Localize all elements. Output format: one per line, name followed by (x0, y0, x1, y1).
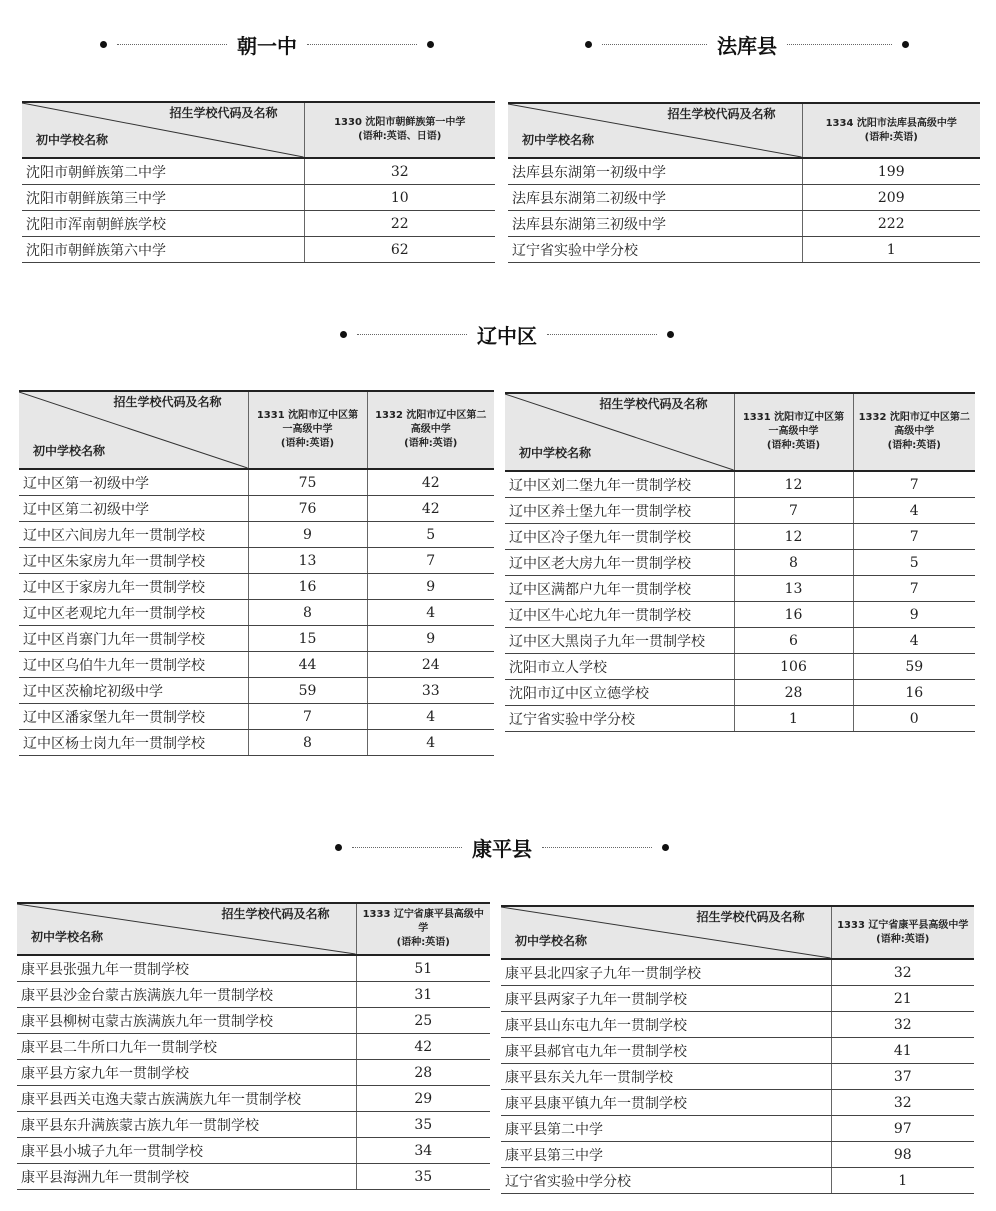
table-header-row (505, 393, 975, 471)
table-row (505, 576, 975, 602)
table-row (17, 1008, 490, 1034)
school-name-cell: 辽中区茨榆坨初级中学 (19, 678, 248, 704)
section-title-text: 康平县 (472, 837, 532, 861)
header-left-label: 初中学校名称 (33, 444, 106, 458)
table-row (501, 986, 974, 1012)
header-corner-cell (508, 103, 802, 158)
table-row (505, 524, 975, 550)
bullet-dot-icon (427, 41, 434, 48)
column-code-name: 1333 辽宁省康平县高级中学 (837, 919, 969, 931)
bullet-dot-icon (902, 41, 909, 48)
school-name-cell: 辽中区老大房九年一贯制学校 (505, 550, 734, 576)
table-row (19, 704, 494, 730)
table-faku (508, 102, 980, 263)
school-name-cell: 康平县方家九年一贯制学校 (17, 1060, 356, 1086)
school-name-cell: 康平县山东屯九年一贯制学校 (501, 1012, 831, 1038)
quota-value-cell: 42 (367, 496, 494, 522)
header-top-label: 招生学校代码及名称 (221, 907, 330, 921)
column-language: (语种:英语) (404, 438, 458, 449)
school-name-cell: 辽中区牛心坨九年一贯制学校 (505, 602, 734, 628)
table-row (501, 1064, 974, 1090)
column-code-name: 1333 辽宁省康平县高级中学 (362, 909, 484, 934)
table-row (17, 982, 490, 1008)
table-row (505, 471, 975, 498)
school-name-cell: 康平县两家子九年一贯制学校 (501, 986, 831, 1012)
header-left-label: 初中学校名称 (31, 930, 104, 944)
section-title-text: 辽中区 (477, 324, 537, 348)
school-name-cell: 康平县第二中学 (501, 1116, 831, 1142)
quota-value-cell: 59 (853, 654, 975, 680)
header-corner-cell (501, 906, 831, 959)
table-header-row (22, 102, 495, 158)
school-name-cell: 康平县小城子九年一贯制学校 (17, 1138, 356, 1164)
header-corner-cell (17, 903, 356, 955)
table-row (22, 185, 495, 211)
table-row (22, 237, 495, 263)
bullet-dot-icon (340, 331, 347, 338)
school-name-cell: 法库县东湖第一初级中学 (508, 158, 802, 185)
quota-value-cell: 98 (831, 1142, 974, 1168)
school-name-cell: 康平县西关屯逸夫蒙古族满族九年一贯制学校 (17, 1086, 356, 1112)
quota-value-cell: 76 (248, 496, 367, 522)
quota-value-cell: 62 (304, 237, 495, 263)
section-title-liaozhong (340, 320, 674, 349)
quota-value-cell: 75 (248, 469, 367, 496)
column-header (831, 906, 974, 959)
column-language: (语种:英语) (280, 438, 335, 449)
quota-value-cell: 21 (831, 986, 974, 1012)
quota-value-cell: 32 (831, 1090, 974, 1116)
quota-value-cell: 7 (853, 524, 975, 550)
header-top-label: 招生学校代码及名称 (667, 107, 776, 121)
table-row (19, 574, 494, 600)
quota-value-cell: 199 (802, 158, 980, 185)
table-row (19, 678, 494, 704)
table-row (501, 1090, 974, 1116)
quota-value-cell: 25 (356, 1008, 490, 1034)
quota-value-cell: 7 (853, 471, 975, 498)
column-header (853, 393, 975, 471)
table-row (508, 158, 980, 185)
quota-value-cell: 1 (831, 1168, 974, 1194)
quota-value-cell: 9 (853, 602, 975, 628)
bullet-dot-icon (335, 844, 342, 851)
quota-value-cell: 106 (734, 654, 853, 680)
quota-value-cell: 34 (356, 1138, 490, 1164)
table-chaoyizhong (22, 101, 495, 263)
header-top-label: 招生学校代码及名称 (113, 395, 222, 409)
quota-value-cell: 42 (367, 469, 494, 496)
header-corner-cell (505, 393, 734, 471)
school-name-cell: 康平县东升满族蒙古族九年一贯制学校 (17, 1112, 356, 1138)
quota-value-cell: 12 (734, 524, 853, 550)
table-row (505, 628, 975, 654)
quota-value-cell: 9 (248, 522, 367, 548)
table-row (508, 237, 980, 263)
table-row (22, 158, 495, 185)
school-name-cell: 沈阳市朝鲜族第三中学 (22, 185, 304, 211)
table-row (505, 654, 975, 680)
quota-value-cell: 16 (248, 574, 367, 600)
header-corner-cell (19, 391, 248, 469)
school-name-cell: 沈阳市立人学校 (505, 654, 734, 680)
school-name-cell: 康平县北四家子九年一贯制学校 (501, 959, 831, 986)
quota-value-cell: 7 (853, 576, 975, 602)
quota-value-cell: 1 (802, 237, 980, 263)
table-row (501, 1038, 974, 1064)
bullet-dot-icon (100, 41, 107, 48)
quota-value-cell: 7 (248, 704, 367, 730)
section-title-kangping (335, 833, 669, 862)
column-code-name: 1334 沈阳市法库县高级中学 (825, 117, 957, 129)
school-name-cell: 辽中区满都户九年一贯制学校 (505, 576, 734, 602)
table-row (17, 1164, 490, 1190)
quota-value-cell: 29 (356, 1086, 490, 1112)
header-corner-cell (22, 102, 304, 158)
column-code-name: 1332 沈阳市辽中区第二高级中学 (858, 412, 970, 437)
column-language: (语种:英语) (876, 933, 930, 945)
quota-value-cell: 37 (831, 1064, 974, 1090)
school-name-cell: 辽中区乌伯牛九年一贯制学校 (19, 652, 248, 678)
quota-value-cell: 22 (304, 211, 495, 237)
quota-value-cell: 8 (248, 730, 367, 756)
table-row (501, 959, 974, 986)
table-row (19, 548, 494, 574)
header-top-label: 招生学校代码及名称 (169, 106, 278, 120)
column-language: (语种:英语) (864, 131, 918, 143)
table-row (17, 1112, 490, 1138)
table-row (508, 211, 980, 237)
school-name-cell: 康平县郝官屯九年一贯制学校 (501, 1038, 831, 1064)
quota-value-cell: 33 (367, 678, 494, 704)
quota-value-cell: 44 (248, 652, 367, 678)
column-header (367, 391, 494, 469)
table-row (22, 211, 495, 237)
school-name-cell: 辽中区杨士岗九年一贯制学校 (19, 730, 248, 756)
quota-value-cell: 8 (248, 600, 367, 626)
quota-value-cell: 4 (367, 600, 494, 626)
school-name-cell: 康平县康平镇九年一贯制学校 (501, 1090, 831, 1116)
table-header-row (508, 103, 980, 158)
quota-value-cell: 15 (248, 626, 367, 652)
table-row (19, 522, 494, 548)
school-name-cell: 法库县东湖第二初级中学 (508, 185, 802, 211)
column-code-name: 1330 沈阳市朝鲜族第一中学 (334, 117, 466, 128)
column-header (356, 903, 490, 955)
school-name-cell: 康平县海洲九年一贯制学校 (17, 1164, 356, 1190)
quota-value-cell: 4 (853, 628, 975, 654)
quota-value-cell: 32 (831, 1012, 974, 1038)
quota-value-cell: 16 (853, 680, 975, 706)
quota-value-cell: 32 (831, 959, 974, 986)
column-language: (语种:英语、日语) (358, 131, 442, 142)
table-row (508, 185, 980, 211)
quota-value-cell: 42 (356, 1034, 490, 1060)
quota-value-cell: 0 (853, 706, 975, 732)
quota-value-cell: 32 (304, 158, 495, 185)
table-kangping-right (501, 905, 974, 1194)
school-name-cell: 沈阳市辽中区立德学校 (505, 680, 734, 706)
table-liaozhong-right (505, 392, 975, 732)
school-name-cell: 辽中区冷子堡九年一贯制学校 (505, 524, 734, 550)
quota-value-cell: 4 (853, 498, 975, 524)
quota-value-cell: 8 (734, 550, 853, 576)
bullet-dot-icon (662, 844, 669, 851)
table-header-row (19, 391, 494, 469)
school-name-cell: 辽中区潘家堡九年一贯制学校 (19, 704, 248, 730)
section-title-chaoyizhong (100, 30, 434, 59)
table-row (501, 1142, 974, 1168)
quota-value-cell: 31 (356, 982, 490, 1008)
school-name-cell: 辽宁省实验中学分校 (505, 706, 734, 732)
school-name-cell: 康平县第三中学 (501, 1142, 831, 1168)
school-name-cell: 法库县东湖第三初级中学 (508, 211, 802, 237)
quota-value-cell: 12 (734, 471, 853, 498)
column-header (248, 391, 367, 469)
quota-value-cell: 35 (356, 1164, 490, 1190)
table-header-row (17, 903, 490, 955)
column-header (802, 103, 980, 158)
table-row (17, 1060, 490, 1086)
school-name-cell: 辽中区第二初级中学 (19, 496, 248, 522)
column-header (304, 102, 495, 158)
quota-value-cell: 6 (734, 628, 853, 654)
header-top-label: 招生学校代码及名称 (599, 397, 708, 411)
table-row (19, 496, 494, 522)
quota-value-cell: 16 (734, 602, 853, 628)
school-name-cell: 沈阳市朝鲜族第六中学 (22, 237, 304, 263)
column-code-name: 1332 沈阳市辽中区第二高级中学 (375, 410, 487, 435)
quota-value-cell: 5 (367, 522, 494, 548)
table-row (19, 652, 494, 678)
school-name-cell: 康平县张强九年一贯制学校 (17, 955, 356, 982)
quota-value-cell: 209 (802, 185, 980, 211)
column-language: (语种:英语) (396, 937, 450, 948)
school-name-cell: 辽中区刘二堡九年一贯制学校 (505, 471, 734, 498)
school-name-cell: 辽宁省实验中学分校 (501, 1168, 831, 1194)
table-liaozhong-left (19, 390, 494, 756)
quota-value-cell: 5 (853, 550, 975, 576)
table-row (17, 1034, 490, 1060)
school-name-cell: 辽中区肖寨门九年一贯制学校 (19, 626, 248, 652)
table-row (19, 626, 494, 652)
quota-value-cell: 222 (802, 211, 980, 237)
table-row (501, 1116, 974, 1142)
table-row (501, 1168, 974, 1194)
quota-value-cell: 41 (831, 1038, 974, 1064)
school-name-cell: 辽中区养士堡九年一贯制学校 (505, 498, 734, 524)
school-name-cell: 康平县柳树屯蒙古族满族九年一贯制学校 (17, 1008, 356, 1034)
header-top-label: 招生学校代码及名称 (696, 910, 805, 924)
table-row (17, 1086, 490, 1112)
school-name-cell: 辽中区第一初级中学 (19, 469, 248, 496)
column-code-name: 1331 沈阳市辽中区第一高级中学 (742, 412, 845, 437)
table-row (17, 1138, 490, 1164)
quota-value-cell: 13 (734, 576, 853, 602)
table-row (505, 498, 975, 524)
school-name-cell: 辽中区老观坨九年一贯制学校 (19, 600, 248, 626)
quota-value-cell: 59 (248, 678, 367, 704)
school-name-cell: 辽宁省实验中学分校 (508, 237, 802, 263)
table-header-row (501, 906, 974, 959)
quota-value-cell: 35 (356, 1112, 490, 1138)
bullet-dot-icon (585, 41, 592, 48)
school-name-cell: 康平县东关九年一贯制学校 (501, 1064, 831, 1090)
header-left-label: 初中学校名称 (522, 133, 595, 147)
school-name-cell: 辽中区朱家房九年一贯制学校 (19, 548, 248, 574)
table-kangping-left (17, 902, 490, 1190)
quota-value-cell: 4 (367, 704, 494, 730)
quota-value-cell: 1 (734, 706, 853, 732)
quota-value-cell: 13 (248, 548, 367, 574)
quota-value-cell: 4 (367, 730, 494, 756)
quota-value-cell: 28 (734, 680, 853, 706)
section-title-text: 法库县 (717, 34, 777, 58)
quota-value-cell: 9 (367, 574, 494, 600)
column-header (734, 393, 853, 471)
table-row (505, 706, 975, 732)
quota-value-cell: 10 (304, 185, 495, 211)
table-row (505, 602, 975, 628)
school-name-cell: 康平县沙金台蒙古族满族九年一贯制学校 (17, 982, 356, 1008)
column-code-name: 1331 沈阳市辽中区第一高级中学 (256, 410, 359, 435)
column-language: (语种:英语) (766, 440, 821, 451)
table-row (505, 680, 975, 706)
table-row (505, 550, 975, 576)
quota-value-cell: 7 (367, 548, 494, 574)
header-left-label: 初中学校名称 (36, 133, 109, 147)
table-row (501, 1012, 974, 1038)
table-row (19, 730, 494, 756)
table-row (19, 600, 494, 626)
table-row (19, 469, 494, 496)
quota-value-cell: 51 (356, 955, 490, 982)
section-title-text: 朝一中 (237, 34, 297, 58)
school-name-cell: 辽中区六间房九年一贯制学校 (19, 522, 248, 548)
quota-value-cell: 9 (367, 626, 494, 652)
school-name-cell: 辽中区大黑岗子九年一贯制学校 (505, 628, 734, 654)
table-row (17, 955, 490, 982)
header-left-label: 初中学校名称 (515, 934, 588, 948)
school-name-cell: 康平县二牛所口九年一贯制学校 (17, 1034, 356, 1060)
header-left-label: 初中学校名称 (519, 446, 592, 460)
school-name-cell: 沈阳市浑南朝鲜族学校 (22, 211, 304, 237)
column-language: (语种:英语) (887, 440, 941, 451)
school-name-cell: 辽中区于家房九年一贯制学校 (19, 574, 248, 600)
bullet-dot-icon (667, 331, 674, 338)
section-title-faku (585, 30, 909, 59)
quota-value-cell: 24 (367, 652, 494, 678)
quota-value-cell: 7 (734, 498, 853, 524)
quota-value-cell: 28 (356, 1060, 490, 1086)
quota-value-cell: 97 (831, 1116, 974, 1142)
school-name-cell: 沈阳市朝鲜族第二中学 (22, 158, 304, 185)
